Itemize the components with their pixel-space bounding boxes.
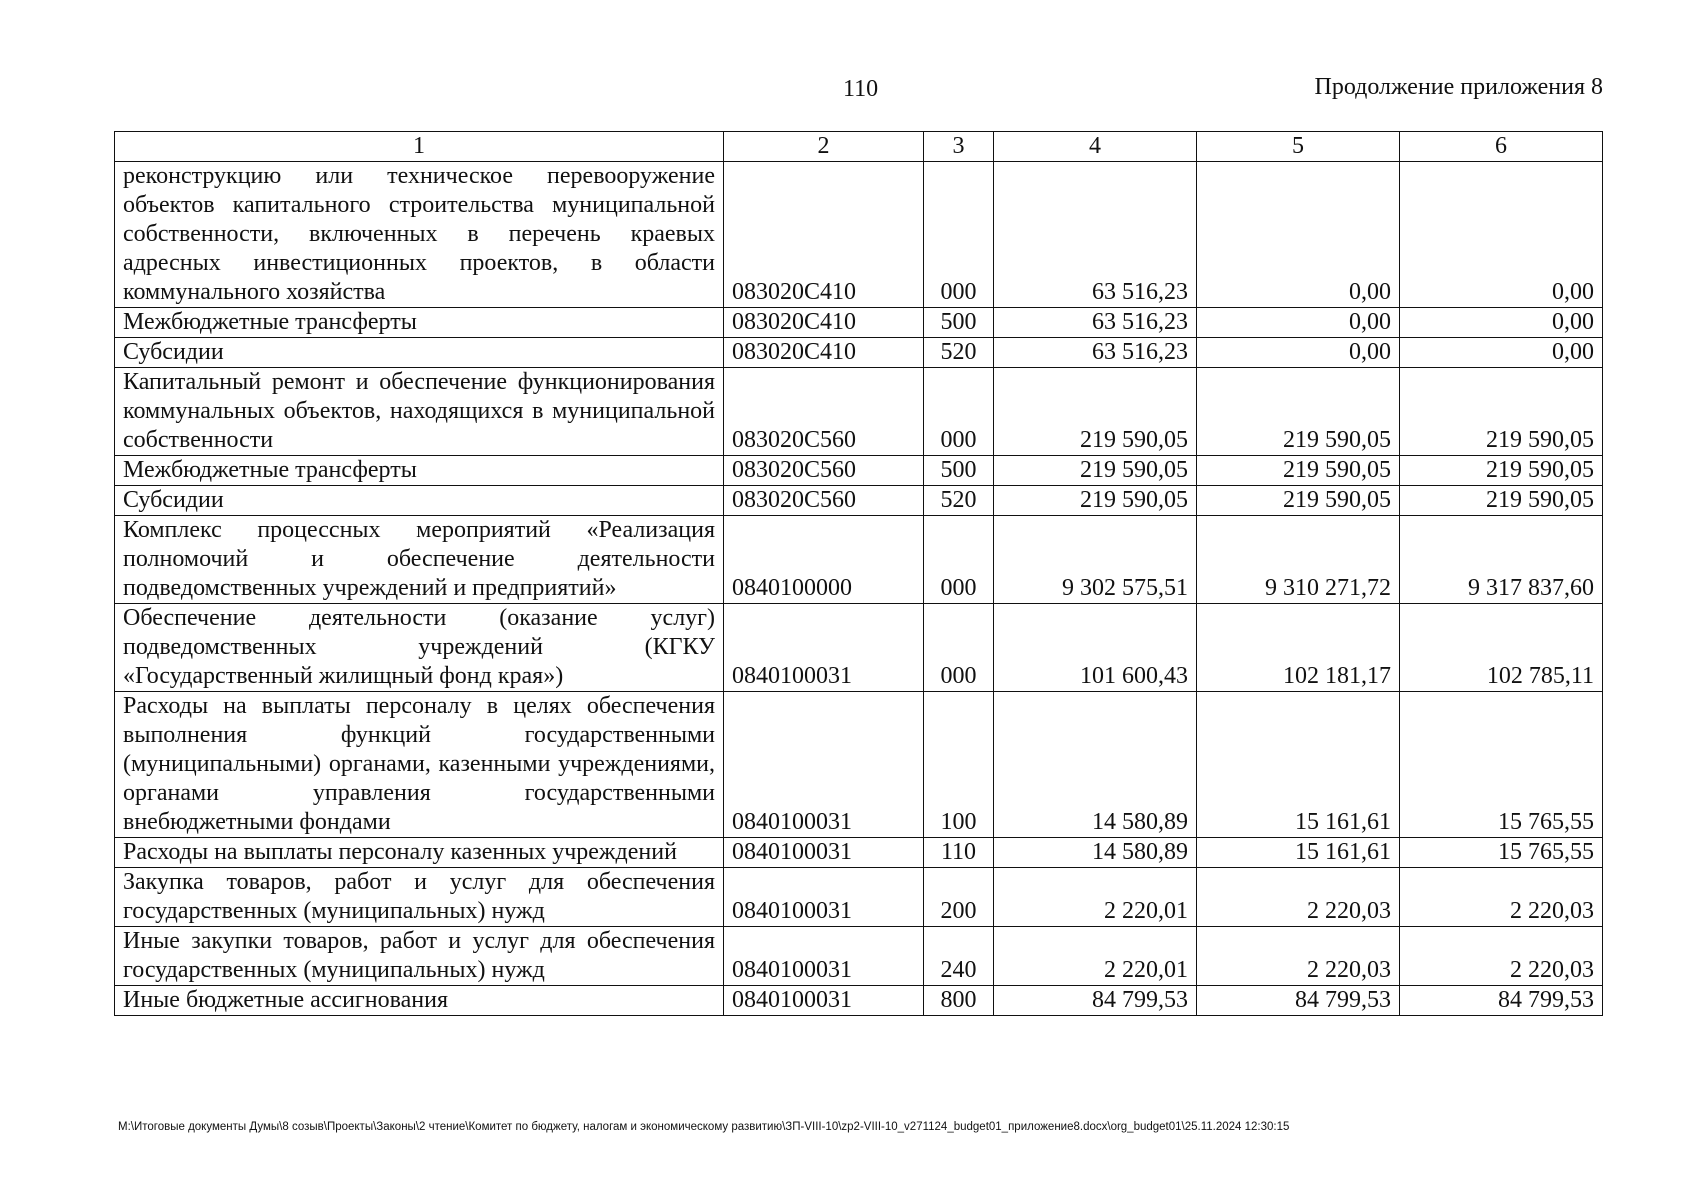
amount-year-3: 2 220,03 — [1400, 868, 1603, 927]
target-article-code: 0840100031 — [724, 986, 924, 1016]
expense-type-code: 000 — [924, 604, 994, 692]
expense-type-code: 100 — [924, 692, 994, 838]
amount-year-3: 15 765,55 — [1400, 692, 1603, 838]
amount-year-3: 219 590,05 — [1400, 368, 1603, 456]
amount-year-1: 219 590,05 — [994, 486, 1197, 516]
expense-type-code: 000 — [924, 162, 994, 308]
amount-year-2: 15 161,61 — [1197, 692, 1400, 838]
amount-year-2: 219 590,05 — [1197, 486, 1400, 516]
amount-year-3: 84 799,53 — [1400, 986, 1603, 1016]
column-header: 6 — [1400, 132, 1603, 162]
row-description: Комплекс процессных мероприятий «Реализация полномочий и обеспечение деятельности подведомственных учреждений и предприятий» — [115, 516, 724, 604]
column-number-row — [115, 132, 1603, 162]
target-article-code: 083020С560 — [724, 486, 924, 516]
row-description: Капитальный ремонт и обеспечение функционирования коммунальных объектов, находящихся в муниципальной собственности — [115, 368, 724, 456]
amount-year-2: 102 181,17 — [1197, 604, 1400, 692]
target-article-code: 0840100031 — [724, 838, 924, 868]
appendix-label: Продолжение приложения 8 — [1314, 74, 1603, 100]
row-description: Межбюджетные трансферты — [115, 308, 724, 338]
budget-table — [114, 131, 1603, 1016]
amount-year-2: 84 799,53 — [1197, 986, 1400, 1016]
target-article-code: 0840100031 — [724, 927, 924, 986]
expense-type-code: 500 — [924, 308, 994, 338]
amount-year-1: 101 600,43 — [994, 604, 1197, 692]
row-description: Иные бюджетные ассигнования — [115, 986, 724, 1016]
amount-year-1: 219 590,05 — [994, 368, 1197, 456]
amount-year-3: 0,00 — [1400, 308, 1603, 338]
amount-year-3: 9 317 837,60 — [1400, 516, 1603, 604]
table-row — [115, 516, 1603, 604]
amount-year-1: 2 220,01 — [994, 927, 1197, 986]
amount-year-2: 15 161,61 — [1197, 838, 1400, 868]
column-header: 1 — [115, 132, 724, 162]
amount-year-2: 2 220,03 — [1197, 927, 1400, 986]
expense-type-code: 000 — [924, 368, 994, 456]
expense-type-code: 000 — [924, 516, 994, 604]
expense-type-code: 110 — [924, 838, 994, 868]
amount-year-1: 63 516,23 — [994, 338, 1197, 368]
column-header: 3 — [924, 132, 994, 162]
amount-year-3: 15 765,55 — [1400, 838, 1603, 868]
row-description: Расходы на выплаты персоналу в целях обеспечения выполнения функций государственными (муниципальными) органами, казенными учреждениями, органами управления государственными внебюджетными фондами — [115, 692, 724, 838]
amount-year-2: 9 310 271,72 — [1197, 516, 1400, 604]
table-row — [115, 986, 1603, 1016]
amount-year-2: 2 220,03 — [1197, 868, 1400, 927]
amount-year-1: 84 799,53 — [994, 986, 1197, 1016]
expense-type-code: 500 — [924, 456, 994, 486]
amount-year-2: 219 590,05 — [1197, 368, 1400, 456]
amount-year-1: 9 302 575,51 — [994, 516, 1197, 604]
amount-year-1: 63 516,23 — [994, 308, 1197, 338]
table-row — [115, 838, 1603, 868]
amount-year-1: 14 580,89 — [994, 838, 1197, 868]
amount-year-2: 0,00 — [1197, 308, 1400, 338]
amount-year-2: 219 590,05 — [1197, 456, 1400, 486]
table-row — [115, 338, 1603, 368]
expense-type-code: 520 — [924, 338, 994, 368]
table-row — [115, 604, 1603, 692]
table-row — [115, 162, 1603, 308]
amount-year-3: 2 220,03 — [1400, 927, 1603, 986]
target-article-code: 083020С560 — [724, 368, 924, 456]
column-header: 4 — [994, 132, 1197, 162]
row-description: Субсидии — [115, 486, 724, 516]
amount-year-1: 14 580,89 — [994, 692, 1197, 838]
row-description: Межбюджетные трансферты — [115, 456, 724, 486]
amount-year-3: 219 590,05 — [1400, 486, 1603, 516]
expense-type-code: 240 — [924, 927, 994, 986]
expense-type-code: 800 — [924, 986, 994, 1016]
expense-type-code: 200 — [924, 868, 994, 927]
row-description: Закупка товаров, работ и услуг для обеспечения государственных (муниципальных) нужд — [115, 868, 724, 927]
target-article-code: 083020С560 — [724, 456, 924, 486]
target-article-code: 0840100031 — [724, 604, 924, 692]
amount-year-1: 63 516,23 — [994, 162, 1197, 308]
target-article-code: 083020С410 — [724, 162, 924, 308]
row-description: Субсидии — [115, 338, 724, 368]
amount-year-2: 0,00 — [1197, 162, 1400, 308]
target-article-code: 083020С410 — [724, 308, 924, 338]
target-article-code: 0840100031 — [724, 692, 924, 838]
row-description: Расходы на выплаты персоналу казенных учреждений — [115, 838, 724, 868]
amount-year-3: 102 785,11 — [1400, 604, 1603, 692]
page-number: 110 — [843, 76, 879, 102]
target-article-code: 0840100000 — [724, 516, 924, 604]
footer-file-path: M:\Итоговые документы Думы\8 созыв\Проекты\Законы\2 чтение\Комитет по бюджету, налогам и экономическому развитию\ЗП-VIII-10\zp2-VIII-10_v271124_budget01_приложение8.docx\org_budget01\25.11.2024 12:30:15 — [118, 1121, 1290, 1133]
amount-year-3: 0,00 — [1400, 338, 1603, 368]
table-row — [115, 456, 1603, 486]
amount-year-3: 219 590,05 — [1400, 456, 1603, 486]
target-article-code: 083020С410 — [724, 338, 924, 368]
amount-year-1: 219 590,05 — [994, 456, 1197, 486]
table-row — [115, 486, 1603, 516]
column-header: 2 — [724, 132, 924, 162]
table-row — [115, 927, 1603, 986]
amount-year-1: 2 220,01 — [994, 868, 1197, 927]
row-description: реконструкцию или техническое перевооружение объектов капитального строительства муниципальной собственности, включенных в перечень краевых адресных инвестиционных проектов, в области коммунального хозяйства — [115, 162, 724, 308]
table-row — [115, 308, 1603, 338]
amount-year-3: 0,00 — [1400, 162, 1603, 308]
table-row — [115, 368, 1603, 456]
target-article-code: 0840100031 — [724, 868, 924, 927]
row-description: Иные закупки товаров, работ и услуг для обеспечения государственных (муниципальных) нужд — [115, 927, 724, 986]
column-header: 5 — [1197, 132, 1400, 162]
expense-type-code: 520 — [924, 486, 994, 516]
table-row — [115, 692, 1603, 838]
amount-year-2: 0,00 — [1197, 338, 1400, 368]
table-row — [115, 868, 1603, 927]
row-description: Обеспечение деятельности (оказание услуг) подведомственных учреждений (КГКУ «Государственный жилищный фонд края») — [115, 604, 724, 692]
